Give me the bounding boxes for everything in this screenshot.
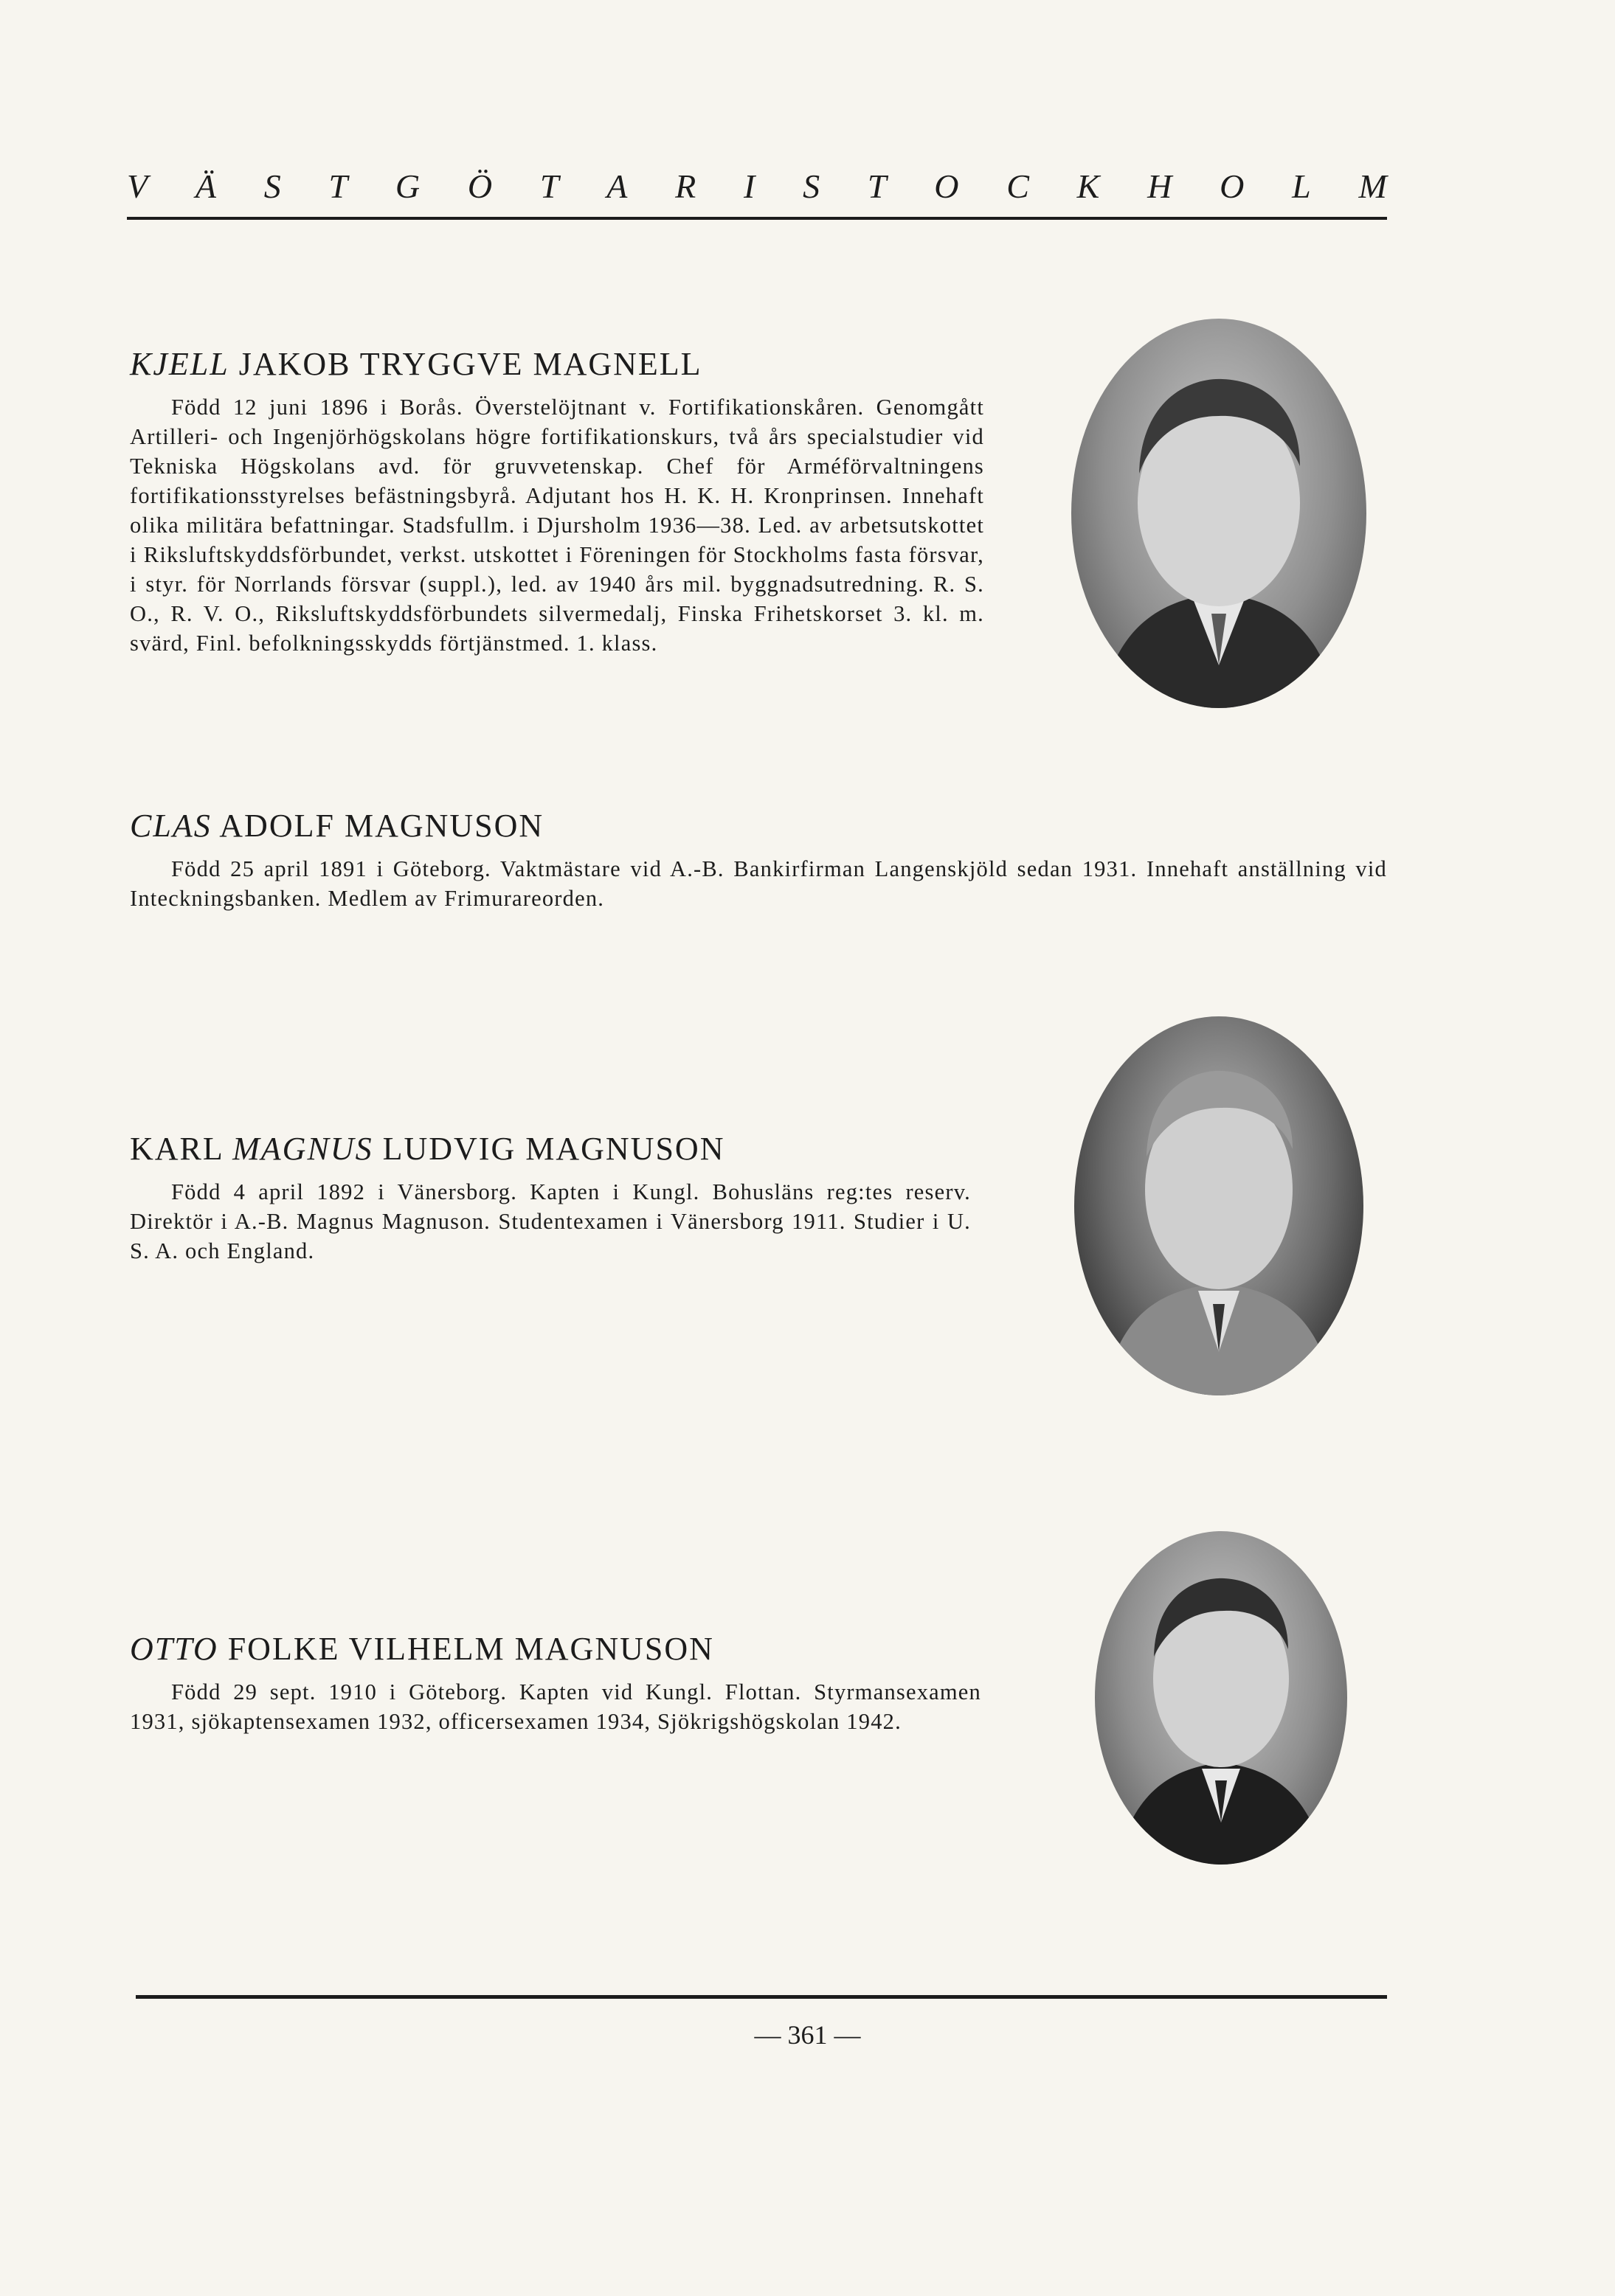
entry-first-name: KJELL: [130, 346, 229, 382]
bottom-rule: [136, 1995, 1387, 1999]
header-letter: Ä: [195, 167, 216, 205]
entry-body: Född 12 juni 1896 i Borås. Överstelöjtnant v. Fortifikationskåren. Genomgått Artilleri- och Ingenjörhögskolans högre fortifikationskurs, två års specialstudier vid Tekniska Högskolans avd. för gruvvetenskap. Chef för Arméförvaltningens fortifikationsstyrelses befästningsbyrå. Adjutant hos H. K. H. Kronprinsen. Innehaft olika militära befattningar. Stadsfullm. i Djursholm 1936—38. Led. av arbetsutskottet i Riksluftskyddsförbundet, verkst. utskottet i Föreningen för Stockholms fasta försvar, i styr. för Norrlands försvar (suppl.), led. av 1940 års mil. byggnadsutredning. R. S. O., R. V. O., Riksluftskyddsförbundets silvermedalj, Finska Frihetskorset 3. kl. m. svärd, Finl. befolkningsskydds förtjänstmed. 1. klass.: [130, 395, 984, 656]
entry-rest-name: FOLKE VILHELM MAGNUSON: [218, 1631, 714, 1667]
header-letter: Ö: [467, 167, 493, 205]
header-letter: S: [263, 167, 281, 205]
header-letter: A: [606, 167, 628, 205]
biography-entry: [130, 808, 1387, 913]
header-letter: K: [1076, 167, 1100, 205]
header-letter: T: [328, 167, 348, 205]
entry-body: Född 4 april 1892 i Vänersborg. Kapten i Kungl. Bohusläns reg:tes reserv. Direktör i A.-B. Magnus Magnuson. Studentexamen i Vänersborg 1911. Studier i U. S. A. och England.: [130, 1179, 971, 1264]
biography-entry: [130, 1131, 971, 1266]
header-letter: I: [743, 167, 755, 205]
header-letter: L: [1292, 167, 1311, 205]
entry-rest-name: LUDVIG MAGNUSON: [373, 1131, 725, 1167]
portrait-photo: [1071, 319, 1366, 708]
header-letter: H: [1147, 167, 1172, 205]
entry-name: [130, 347, 984, 382]
page-number: — 361 —: [754, 2020, 861, 2050]
entry-first-name: MAGNUS: [232, 1131, 373, 1167]
entry-body: Född 29 sept. 1910 i Göteborg. Kapten vid Kungl. Flottan. Styrmansexamen 1931, sjökaptensexamen 1932, officersexamen 1934, Sjökrigshögskolan 1942.: [130, 1679, 981, 1735]
header-letter: R: [675, 167, 696, 205]
entry-first-name: OTTO: [130, 1631, 218, 1667]
header-letter: O: [1220, 167, 1245, 205]
header-letter: T: [867, 167, 887, 205]
entry-first-name: CLAS: [130, 808, 212, 844]
entry-name: [130, 808, 1387, 844]
portrait-photo: [1074, 1016, 1363, 1395]
entry-rest-name: JAKOB TRYGGVE MAGNELL: [229, 346, 702, 382]
entry-name: [130, 1631, 981, 1667]
header-letter: C: [1006, 167, 1029, 205]
entry-name: [130, 1131, 971, 1167]
header-letter: O: [934, 167, 959, 205]
header-letter: T: [539, 167, 559, 205]
running-header: [127, 167, 1387, 206]
header-rule: [127, 217, 1387, 220]
biography-entry: [130, 347, 984, 658]
header-letter: M: [1358, 167, 1387, 205]
header-letter: G: [395, 167, 421, 205]
header-letter: S: [803, 167, 820, 205]
entry-body: Född 25 april 1891 i Göteborg. Vaktmästare vid A.-B. Bankirfirman Langenskjöld sedan 1931. Innehaft anställning vid Inteckningsbanken. Medlem av Frimurareorden.: [130, 856, 1387, 912]
portrait-photo: [1095, 1531, 1347, 1865]
entry-pre-name: KARL: [130, 1131, 233, 1167]
entry-rest-name: ADOLF MAGNUSON: [211, 808, 544, 844]
biography-entry: [130, 1631, 981, 1736]
header-letter: V: [127, 167, 148, 205]
